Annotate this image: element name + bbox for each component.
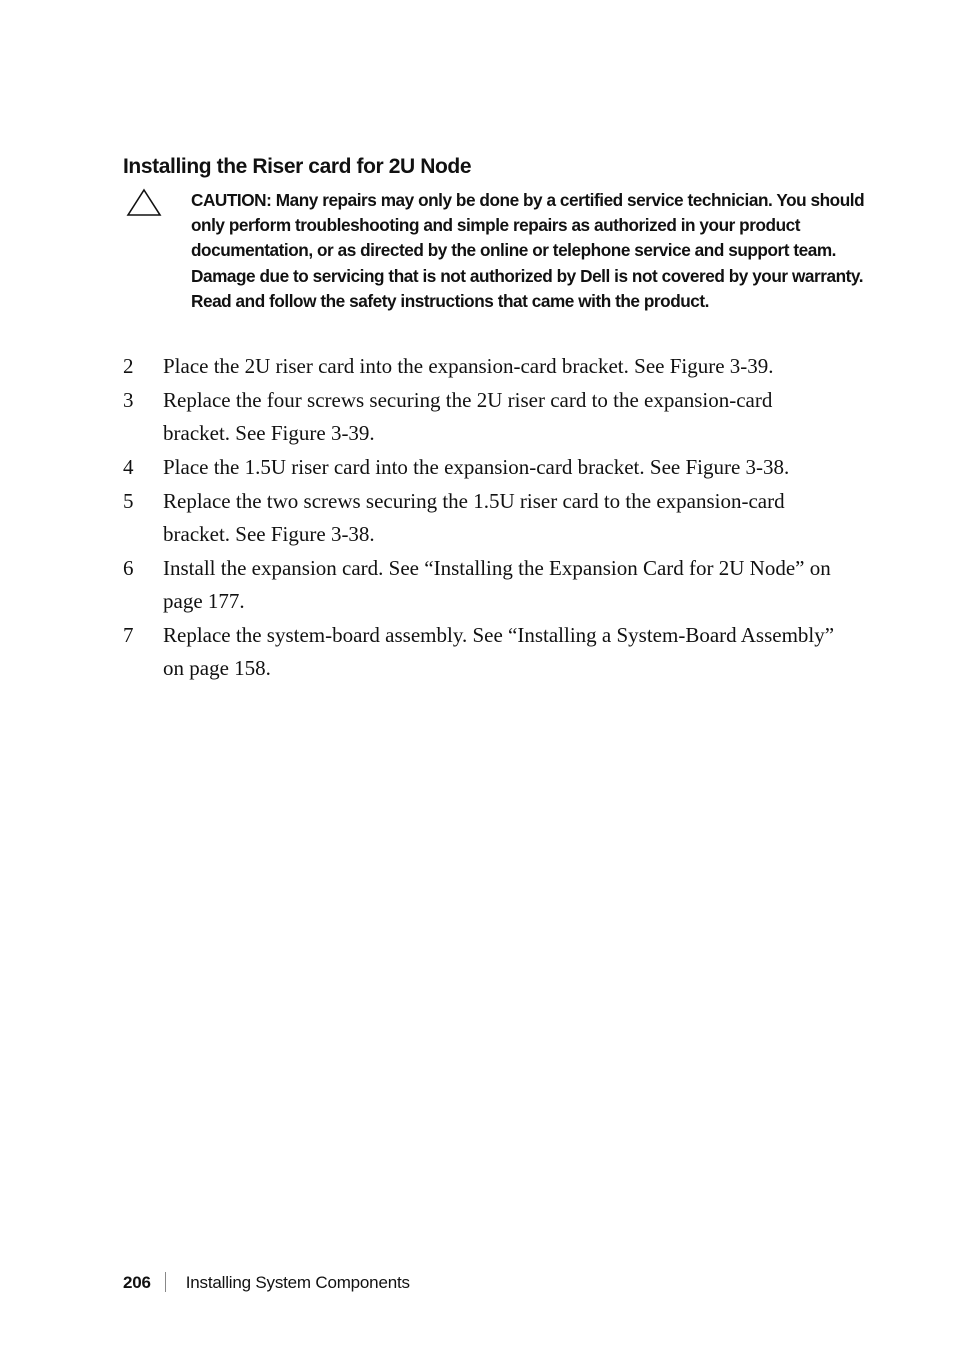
step-list <box>123 350 843 686</box>
step-item <box>123 350 843 383</box>
step-item <box>123 552 843 618</box>
step-text: Replace the four screws securing the 2U riser card to the expansion-card bracket. See Figure 3-39. <box>163 388 773 445</box>
step-text: Replace the system-board assembly. See “Installing a System-Board Assembly” on page 158. <box>163 623 835 680</box>
step-number: 4 <box>123 455 134 479</box>
step-text: Install the expansion card. See “Installing the Expansion Card for 2U Node” on page 177. <box>163 556 831 613</box>
page-number: 206 <box>123 1273 151 1292</box>
step-item <box>123 485 843 551</box>
footer-divider <box>165 1272 166 1292</box>
footer-section-title: Installing System Components <box>185 1273 410 1292</box>
step-item <box>123 451 843 484</box>
step-number: 5 <box>123 489 134 513</box>
step-number: 2 <box>123 354 134 378</box>
step-number: 6 <box>123 556 134 580</box>
step-text: Replace the two screws securing the 1.5U riser card to the expansion-card bracket. See Figure 3-38. <box>163 489 785 546</box>
caution-text: CAUTION: Many repairs may only be done by a certified service technician. You should only perform troubleshooting and simple repairs as authorized in your product documentation, or as directed by the online or telephone service and support team. Damage due to servicing that is not authorized by Dell is not covered by your warranty. Read and follow the safety instructions that came with the product. <box>191 190 865 311</box>
page-footer <box>123 1272 410 1293</box>
step-item <box>123 619 843 685</box>
step-number: 7 <box>123 623 134 647</box>
section-heading: Installing the Riser card for 2U Node <box>123 155 472 178</box>
step-text: Place the 2U riser card into the expansion-card bracket. See Figure 3-39. <box>163 354 774 378</box>
step-text: Place the 1.5U riser card into the expansion-card bracket. See Figure 3-38. <box>163 455 790 479</box>
step-number: 3 <box>123 388 134 412</box>
caution-triangle-icon <box>126 188 162 218</box>
step-item <box>123 384 843 450</box>
